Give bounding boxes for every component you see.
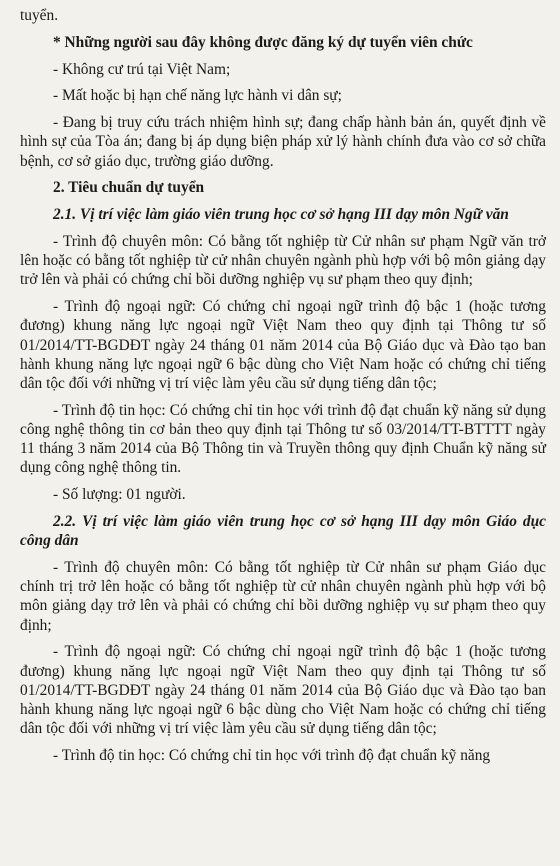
paragraph-continuation: tuyển.: [20, 7, 59, 24]
civic-professional-requirement: - Trình độ chuyên môn: Có bằng tốt nghiệp từ Cử nhân sư phạm Giáo dục chính trị trở lên hoặc có bằng tốt nghiệp từ cử nhân chuyên ngành phù hợp với bộ môn giảng dạy trở lên và phải có chứng chỉ bồi dưỡng nghiệp vụ sư phạm theo quy định;: [20, 559, 546, 634]
subsection-heading-literature: 2.1. Vị trí việc làm giáo viên trung học cơ sở hạng III dạy môn Ngữ văn: [53, 206, 509, 224]
ineligible-candidates-heading: * Những người sau đây không được đăng ký dự tuyển viên chức: [53, 33, 473, 51]
subsection-heading-civic-education: 2.2. Vị trí việc làm giáo viên trung học cơ sở hạng III dạy môn Giáo dục công dân: [20, 513, 546, 550]
literature-it-requirement: - Trình độ tin học: Có chứng chỉ tin học với trình độ đạt chuẩn kỹ năng sử dụng công nghệ thông tin cơ bản theo quy định tại Thông tư số 03/2014/TT-BTTTT ngày 11 tháng 3 năm 2014 của Bộ Thông tin và Truyền thông quy định Chuẩn kỹ năng sử dụng công nghệ thông tin.: [20, 401, 546, 477]
ineligible-item-residence: - Không cư trú tại Việt Nam;: [53, 60, 231, 78]
ineligible-item-civil-capacity: - Mất hoặc bị hạn chế năng lực hành vi dân sự;: [53, 87, 342, 105]
literature-language-requirement: - Trình độ ngoại ngữ: Có chứng chỉ ngoại ngữ trình độ bậc 1 (hoặc tương đương) khung năng lực ngoại ngữ Việt Nam theo quy định tại Thông tư số 01/2014/TT-BGDĐT ngày 24 tháng 01 năm 2014 của Bộ Giáo dục và Đào tạo ban hành khung năng lực ngoại ngữ 6 bậc dùng cho Việt Nam hoặc có chứng chỉ tiếng dân tộc đối với những vị trí việc làm yêu cầu sử dụng tiếng dân tộc;: [20, 298, 546, 392]
section-heading-criteria: 2. Tiêu chuẩn dự tuyển: [53, 179, 205, 197]
literature-quantity: - Số lượng: 01 người.: [53, 486, 186, 504]
literature-professional-requirement: - Trình độ chuyên môn: Có bằng tốt nghiệp từ Cử nhân sư phạm Ngữ văn trở lên hoặc có bằng tốt nghiệp từ cử nhân chuyên ngành phù hợp với bộ môn giảng dạy trở lên và phải có chứng chỉ bồi dưỡng nghiệp vụ sư phạm theo quy định;: [20, 232, 546, 289]
ineligible-item-criminal: - Đang bị truy cứu trách nhiệm hình sự; đang chấp hành bản án, quyết định về hình sự của Tòa án; đang bị áp dụng biện pháp xử lý hành chính đưa vào cơ sở chữa bệnh, cơ sở giáo dục, trường giáo dưỡng.: [20, 114, 546, 170]
civic-it-requirement: - Trình độ tin học: Có chứng chỉ tin học với trình độ đạt chuẩn kỹ năng: [53, 747, 491, 765]
civic-language-requirement: - Trình độ ngoại ngữ: Có chứng chỉ ngoại ngữ trình độ bậc 1 (hoặc tương đương) khung năng lực ngoại ngữ Việt Nam theo quy định tại Thông tư số 01/2014/TT-BGDĐT ngày 24 tháng 01 năm 2014 của Bộ Giáo dục và Đào tạo ban hành khung năng lực ngoại ngữ 6 bậc dùng cho Việt Nam hoặc có chứng chỉ tiếng dân tộc đối với những vị trí việc làm yêu cầu sử dụng tiếng dân tộc;: [20, 643, 546, 738]
